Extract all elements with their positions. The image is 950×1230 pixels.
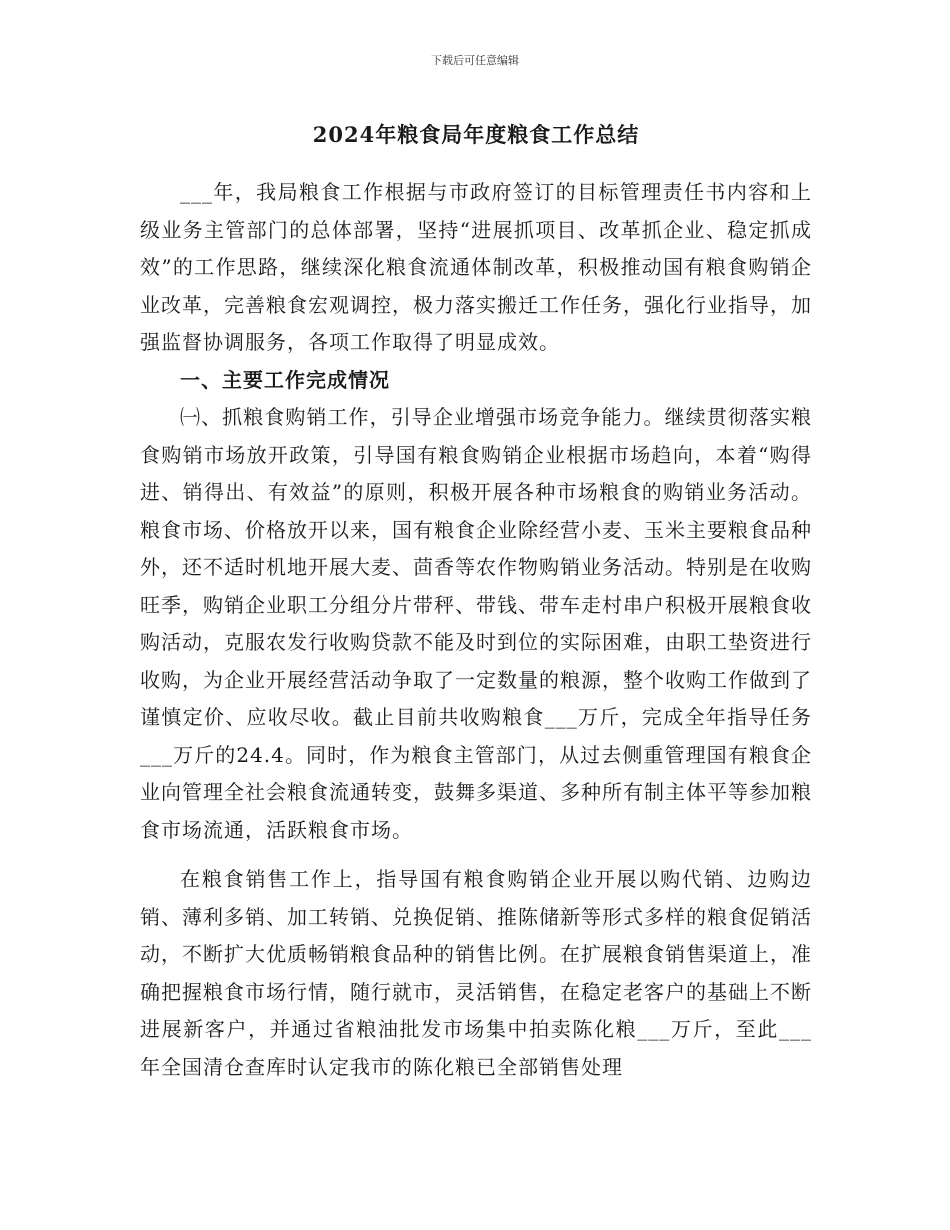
page-header-note: 下载后可任意编辑 [431, 54, 519, 67]
body-paragraph-2: 在粮食销售工作上，指导国有粮食购销企业开展以购代销、边购边销、薄利多销、加工转销、兑换促销、推陈储新等形式多样的粮食促销活动，不断扩大优质畅销粮食品种的销售比例。在扩展粮食销售渠道上，准确把握粮食市场行情，随行就市，灵活销售，在稳定老客户的基础上不断进展新客户，并通过省粮油批发市场集中拍卖陈化粮___万斤，至此___年全国清仓查库时认定我市的陈化粮已全部销售处理 [140, 867, 812, 1079]
document-title: 2024年粮食局年度粮食工作总结 [312, 122, 640, 147]
document-body [140, 118, 812, 1086]
body-paragraph-1: ㈠、抓粮食购销工作，引导企业增强市场竞争能力。继续贯彻落实粮食购销市场放开政策，引导国有粮食购销企业根据市场趋向，本着“购得进、销得出、有效益”的原则，积极开展各种市场粮食的购销业务活动。粮食市场、价格放开以来，国有粮食企业除经营小麦、玉米主要粮食品种外，还不适时机地开展大麦、茴香等农作物购销业务活动。特别是在收购旺季，购销企业职工分组分片带秤、带钱、带车走村串户积极开展粮食收购活动，克服农发行收购贷款不能及时到位的实际困难，由职工垫资进行收购，为企业开展经营活动争取了一定数量的粮源，整个收购工作做到了谨慎定价、应收尽收。截止目前共收购粮食___万斤，完成全年指导任务___万斤的24.4。同时，作为粮食主管部门，从过去侧重管理国有粮食企业向管理全社会粮食流通转变，鼓舞多渠道、多种所有制主体平等参加粮食市场流通，活跃粮食市场。 [140, 405, 812, 842]
section-heading: 一、主要工作完成情况 [180, 367, 390, 392]
intro-paragraph: ___年，我局粮食工作根据与市政府签订的目标管理责任书内容和上级业务主管部门的总体部署，坚持“进展抓项目、改革抓企业、稳定抓成效”的工作思路，继续深化粮食流通体制改革，积极推动国有粮食购销企业改革，完善粮食宏观调控，极力落实搬迁工作任务，强化行业指导，加强监督协调服务，各项工作取得了明显成效。 [140, 180, 812, 354]
